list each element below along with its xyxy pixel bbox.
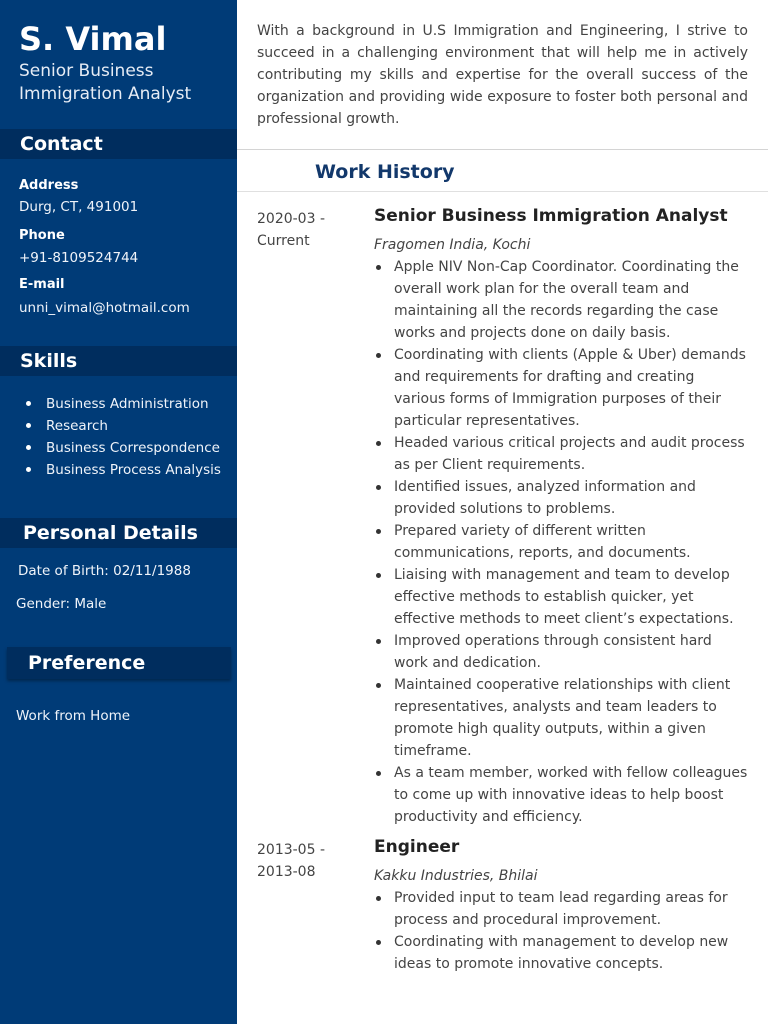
job-bullet: As a team member, worked with fellow colleagues to come up with innovative ideas to help boost productivity and efficiency. [394, 762, 748, 828]
job-company: Fragomen India, Kochi [374, 237, 531, 253]
divider [237, 191, 768, 192]
personal-details-heading: Personal Details [0, 518, 237, 548]
job-bullet: Prepared variety of different written communications, reports, and documents. [394, 520, 748, 564]
job-date-end: 2013-08 [257, 864, 316, 880]
job-bullet: Coordinating with clients (Apple & Uber) demands and requirements for drafting and creating various forms of Immigration purposes of their particular representatives. [394, 344, 748, 432]
preference-value: Work from Home [16, 708, 131, 724]
job-title: Senior Business Immigration Analyst [374, 206, 728, 226]
skill-item: Business Correspondence [46, 437, 231, 459]
job-company: Kakku Industries, Bhilai [374, 868, 538, 884]
job-date-start: 2013-05 - [257, 842, 325, 858]
job-bullet: Coordinating with management to develop new ideas to promote innovative concepts. [394, 931, 748, 975]
job-bullet: Liaising with management and team to develop effective methods to establish quicker, yet effective methods to meet client’s expectations. [394, 564, 748, 630]
skill-item: Business Administration [46, 393, 231, 415]
job-bullets [394, 256, 748, 828]
preference-heading: Preference [7, 647, 231, 679]
job-title: Engineer [374, 837, 460, 857]
phone-value: +91-8109524744 [19, 250, 139, 266]
skills-list [46, 393, 231, 481]
job-bullets [394, 887, 748, 975]
candidate-name: S. Vimal [19, 20, 167, 58]
date-of-birth: Date of Birth: 02/11/1988 [18, 563, 191, 579]
address-label: Address [19, 178, 79, 193]
job-bullet: Apple NIV Non-Cap Coordinator. Coordinating the overall work plan for the overall team and maintaining all the records regarding the case works and projects done on daily basis. [394, 256, 748, 344]
sidebar [0, 0, 237, 1024]
gender: Gender: Male [16, 596, 107, 612]
divider [237, 149, 768, 150]
address-value: Durg, CT, 491001 [19, 199, 139, 215]
job-bullet: Headed various critical projects and audit process as per Client requirements. [394, 432, 748, 476]
job-bullet: Identified issues, analyzed information and provided solutions to problems. [394, 476, 748, 520]
professional-summary: With a background in U.S Immigration and Engineering, I strive to succeed in a challenging environment that will help me in actively contributing my skills and expertise for the overall success of the organization and providing wide exposure to foster both personal and professional growth. [257, 23, 748, 127]
work-history-heading: Work History [315, 161, 455, 183]
job-date-start: 2020-03 - [257, 211, 325, 227]
job-date-end: Current [257, 233, 310, 249]
email-label: E-mail [19, 277, 65, 292]
job-bullet: Improved operations through consistent hard work and dedication. [394, 630, 748, 674]
skill-item: Business Process Analysis [46, 459, 231, 481]
candidate-role: Senior Business Immigration Analyst [19, 61, 192, 104]
skill-item: Research [46, 415, 231, 437]
phone-label: Phone [19, 228, 65, 243]
skills-heading: Skills [0, 346, 237, 376]
job-bullet: Provided input to team lead regarding areas for process and procedural improvement. [394, 887, 748, 931]
job-bullet: Maintained cooperative relationships with client representatives, analysts and team leaders to promote high quality outputs, within a given timeframe. [394, 674, 748, 762]
contact-heading: Contact [0, 129, 237, 159]
email-value: unni_vimal@hotmail.com [19, 300, 190, 316]
